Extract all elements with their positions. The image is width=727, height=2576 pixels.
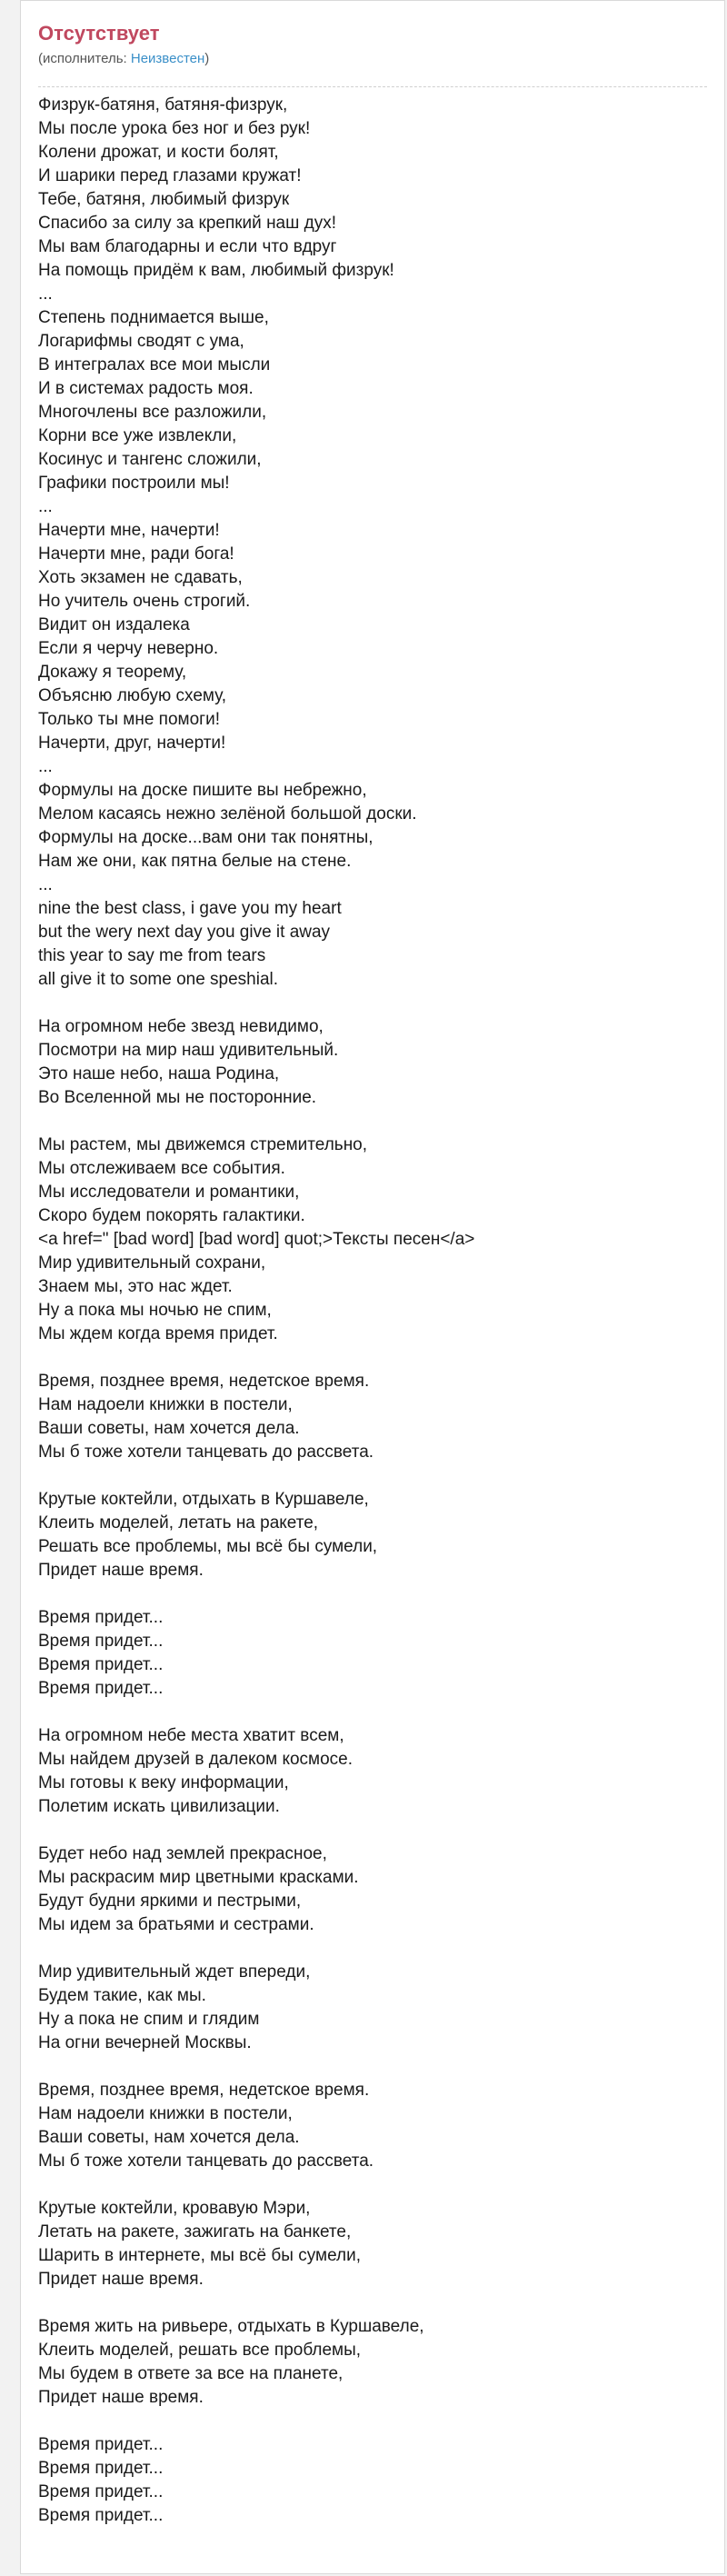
lyric-line <box>38 1464 707 1488</box>
lyric-line: Придет наше время. <box>38 2388 204 2407</box>
lyric-line <box>38 2055 707 2079</box>
lyric-line: Скоро будем покорять галактики. <box>38 1206 305 1225</box>
lyric-line: Шарить в интернете, мы всё бы сумели, <box>38 2246 361 2265</box>
lyrics-page <box>20 0 725 2574</box>
lyric-line: Время, позднее время, недетское время. <box>38 2081 370 2100</box>
lyric-line: Мы раскрасим мир цветными красками. <box>38 1868 359 1887</box>
lyric-line: Логарифмы сводят с ума, <box>38 332 244 351</box>
lyric-line <box>38 1346 707 1370</box>
lyric-line: Ну а пока не спим и глядим <box>38 2010 260 2029</box>
lyric-line: Мир удивительный ждет впереди, <box>38 1962 311 1982</box>
lyric-line: В интегралах все мои мысли <box>38 355 271 374</box>
lyric-line: Решать все проблемы, мы всё бы сумели, <box>38 1537 378 1556</box>
lyric-line: Объясню любую схему, <box>38 686 227 705</box>
lyric-line: Мы будем в ответе за все на планете, <box>38 2364 344 2383</box>
lyric-line: Графики построили мы! <box>38 474 230 493</box>
lyric-line: Ну а пока мы ночью не спим, <box>38 1301 272 1320</box>
lyric-line: Время жить на ривьере, отдыхать в Куршавеле, <box>38 2317 424 2336</box>
lyric-line: ... <box>38 497 53 516</box>
lyric-line: Знаем мы, это нас ждет. <box>38 1277 233 1296</box>
lyric-line: Время придет... <box>38 1655 164 1674</box>
lyric-line: На огромном небе звезд невидимо, <box>38 1017 324 1036</box>
lyric-line: Мы ждем когда время придет. <box>38 1324 278 1343</box>
lyric-line: Мы найдем друзей в далеком космосе. <box>38 1750 354 1769</box>
lyric-line: Многочлены все разложили, <box>38 403 267 422</box>
lyric-line: Будем такие, как мы. <box>38 1986 206 2005</box>
lyric-line: Мы исследователи и романтики, <box>38 1183 300 1202</box>
lyric-line: Мы б тоже хотели танцевать до рассвета. <box>38 2152 374 2171</box>
lyric-line: Видит он издалека <box>38 615 190 634</box>
lyric-line: Мелом касаясь нежно зелёной большой доски. <box>38 804 417 824</box>
lyric-line: this year to say me from tears <box>38 946 266 965</box>
lyric-line: Клеить моделей, решать все проблемы, <box>38 2341 362 2360</box>
lyric-line: Будет небо над землей прекрасное, <box>38 1844 327 1863</box>
lyric-line: Придет наше время. <box>38 1561 204 1580</box>
lyric-line: Мы б тоже хотели танцевать до рассвета. <box>38 1443 374 1462</box>
lyric-line <box>38 992 707 1015</box>
lyric-line: Ваши советы, нам хочется дела. <box>38 1419 300 1438</box>
lyric-line <box>38 2291 707 2315</box>
lyric-line: Время, позднее время, недетское время. <box>38 1372 370 1391</box>
lyric-line: Только ты мне помоги! <box>38 710 220 729</box>
lyric-line <box>38 2173 707 2197</box>
lyric-line: Если я черчу неверно. <box>38 639 219 658</box>
artist-prefix: (исполнитель: <box>38 51 131 66</box>
lyric-line <box>38 1701 707 1724</box>
lyric-line: Формулы на доске пишите вы небрежно, <box>38 781 367 800</box>
lyric-line: Спасибо за силу за крепкий наш дух! <box>38 214 337 233</box>
lyric-line: but the wery next day you give it away <box>38 923 331 942</box>
lyric-line: Крутые коктейли, отдыхать в Куршавеле, <box>38 1490 369 1509</box>
lyric-line: Это наше небо, наша Родина, <box>38 1064 280 1083</box>
lyric-line: Хоть экзамен не сдавать, <box>38 568 243 587</box>
lyric-line: На огни вечерней Москвы. <box>38 2033 252 2052</box>
lyric-line: Нам же они, как пятна белые на стене. <box>38 852 352 871</box>
lyric-line: nine the best class, i gave you my heart <box>38 899 342 918</box>
lyric-line: Крутые коктейли, кровавую Мэри, <box>38 2199 311 2218</box>
lyric-line: Время придет... <box>38 1608 164 1627</box>
lyric-line: Будут будни яркими и пестрыми, <box>38 1892 302 1911</box>
lyric-line <box>38 1819 707 1842</box>
lyric-line: Начерти, друг, начерти! <box>38 734 226 753</box>
lyric-line: Время придет... <box>38 2435 164 2454</box>
lyric-line: Но учитель очень строгий. <box>38 592 251 611</box>
lyric-line: Нам надоели книжки в постели, <box>38 1395 293 1414</box>
artist-link[interactable]: Неизвестен <box>130 51 205 66</box>
lyric-line: Во Вселенной мы не посторонние. <box>38 1088 317 1107</box>
lyric-line: Время придет... <box>38 2482 164 2501</box>
lyric-line: Время придет... <box>38 1632 164 1651</box>
lyric-line: ... <box>38 875 53 894</box>
lyric-line: Докажу я теорему, <box>38 663 187 682</box>
lyric-line: Мы идем за братьями и сестрами. <box>38 1915 314 1934</box>
song-header <box>38 21 707 87</box>
lyric-line: Время придет... <box>38 1679 164 1698</box>
lyric-line <box>38 1583 707 1606</box>
lyric-line: Колени дрожат, и кости болят, <box>38 143 279 162</box>
lyric-line: Мир удивительный сохрани, <box>38 1253 266 1273</box>
lyric-line: Посмотри на мир наш удивительный. <box>38 1041 339 1060</box>
lyric-line: И шарики перед глазами кружат! <box>38 166 302 185</box>
lyric-line: Клеить моделей, летать на ракете, <box>38 1513 319 1533</box>
lyric-line: Тебе, батяня, любимый физрук <box>38 190 290 209</box>
lyric-line: Мы растем, мы движемся стремительно, <box>38 1135 368 1154</box>
lyric-line: Летать на ракете, зажигать на банкете, <box>38 2222 352 2242</box>
lyric-line: Корни все уже извлекли, <box>38 426 237 445</box>
lyric-line: Формулы на доске...вам они так понятны, <box>38 828 373 847</box>
lyric-line: Мы отслеживаем все события. <box>38 1159 285 1178</box>
lyric-line: Мы после урока без ног и без рук! <box>38 119 311 138</box>
artist-suffix: ) <box>204 51 210 66</box>
lyric-line: Физрук-батяня, батяня-физрук, <box>38 95 288 115</box>
lyric-line: Ваши советы, нам хочется дела. <box>38 2128 300 2147</box>
lyric-line <box>38 1937 707 1961</box>
lyric-line: На огромном небе места хватит всем, <box>38 1726 344 1745</box>
lyric-line: ... <box>38 757 53 776</box>
lyric-line <box>38 2410 707 2433</box>
lyric-line: Косинус и тангенс сложили, <box>38 450 262 469</box>
artist-line <box>38 50 707 68</box>
lyric-line: И в системах радость моя. <box>38 379 254 398</box>
lyric-line: Полетим искать цивилизации. <box>38 1797 280 1816</box>
lyric-line: Мы готовы к веку информации, <box>38 1773 289 1792</box>
lyric-line: Мы вам благодарны и если что вдруг <box>38 237 337 256</box>
lyric-line: Степень поднимается выше, <box>38 308 269 327</box>
lyric-line: ... <box>38 285 53 304</box>
lyrics-body <box>38 94 707 2528</box>
lyric-line: Начерти мне, начерти! <box>38 521 220 540</box>
lyric-line: Придет наше время. <box>38 2270 204 2289</box>
lyric-line: Начерти мне, ради бога! <box>38 544 234 564</box>
lyric-line: Время придет... <box>38 2459 164 2478</box>
lyric-line: Время придет... <box>38 2506 164 2525</box>
lyric-line <box>38 1110 707 1133</box>
lyric-line: Нам надоели книжки в постели, <box>38 2104 293 2123</box>
lyric-line: all give it to some one speshial. <box>38 970 279 989</box>
lyric-line: На помощь придём к вам, любимый физрук! <box>38 261 394 280</box>
lyric-line: <a href=" [bad word] [bad word] quot;>Тексты песен</a> <box>38 1230 475 1249</box>
song-title: Отсутствует <box>38 22 160 45</box>
